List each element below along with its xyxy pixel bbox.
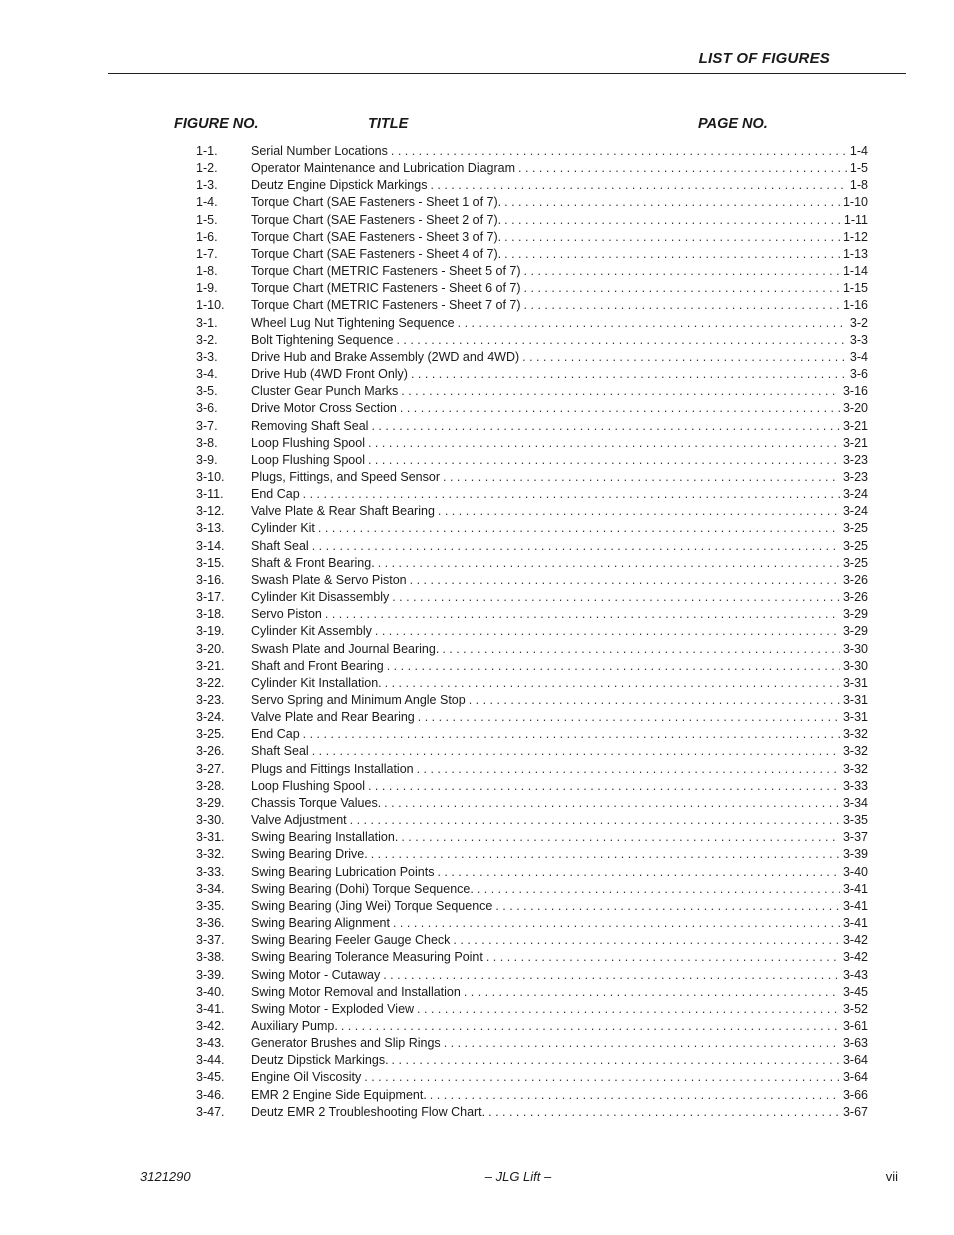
figure-page-number[interactable]: 3-41 — [842, 916, 868, 931]
dot-leader — [401, 829, 840, 846]
dot-leader — [418, 709, 840, 726]
figure-page-number[interactable]: 3-31 — [842, 693, 868, 707]
figure-number: 3-24. — [196, 710, 225, 725]
figure-entry[interactable] — [196, 1104, 868, 1121]
figure-list — [196, 143, 868, 1121]
figure-title[interactable]: Cylinder Kit Installation. — [251, 675, 382, 690]
figure-entry[interactable] — [196, 246, 868, 263]
figure-title[interactable]: Torque Chart (SAE Fasteners - Sheet 2 of 7). — [251, 212, 502, 227]
figure-number: 3-32. — [196, 847, 225, 862]
figure-number: 3-15. — [196, 555, 225, 570]
dot-leader — [378, 555, 840, 572]
section-title: LIST OF FIGURES — [698, 50, 830, 67]
figure-page-number[interactable]: 3-23 — [842, 452, 868, 467]
dot-leader — [368, 435, 840, 452]
figure-number: 1-10. — [196, 298, 225, 313]
figure-page-number[interactable]: 3-40 — [842, 864, 868, 879]
figure-page-number[interactable]: 3-21 — [842, 418, 868, 433]
figure-number: 3-25. — [196, 727, 225, 742]
figure-entry[interactable] — [196, 864, 868, 881]
figure-title[interactable]: Engine Oil Viscosity — [251, 1070, 362, 1085]
figure-entry[interactable] — [196, 418, 868, 435]
figure-entry[interactable] — [196, 1018, 868, 1035]
figure-page-number[interactable]: 3-31 — [842, 675, 868, 690]
figure-number: 3-3. — [196, 349, 218, 364]
figure-number: 3-33. — [196, 864, 225, 879]
figure-entry[interactable] — [196, 778, 868, 795]
figure-entry[interactable] — [196, 212, 868, 229]
figure-entry[interactable] — [196, 400, 868, 417]
dot-leader — [417, 761, 840, 778]
dot-leader — [385, 675, 840, 692]
figure-entry[interactable] — [196, 967, 868, 984]
figure-page-number[interactable]: 3-23 — [842, 469, 868, 484]
figure-number: 3-6. — [196, 401, 218, 416]
figure-entry[interactable] — [196, 555, 868, 572]
figure-title[interactable]: Auxiliary Pump. — [251, 1018, 338, 1033]
dot-leader — [522, 349, 847, 366]
figure-entry[interactable] — [196, 177, 868, 194]
dot-leader — [504, 194, 840, 211]
figure-number: 1-3. — [196, 178, 218, 193]
dot-leader — [391, 143, 847, 160]
footer-doc-number: 3121290 — [140, 1169, 191, 1184]
figure-page-number[interactable]: 3-32 — [842, 761, 868, 776]
dot-leader — [368, 778, 840, 795]
figure-page-number[interactable]: 1-4 — [849, 144, 868, 158]
dot-leader — [325, 606, 840, 623]
figure-entry[interactable] — [196, 1035, 868, 1052]
figure-title[interactable]: Swing Motor - Cutaway — [251, 967, 381, 982]
footer-publisher: – JLG Lift – — [484, 1169, 552, 1184]
dot-leader — [383, 967, 840, 984]
figure-page-number[interactable]: 3-3 — [849, 332, 868, 347]
figure-page-number[interactable]: 3-20 — [842, 401, 868, 416]
figure-title[interactable]: Deutz Dipstick Markings. — [251, 1053, 389, 1068]
figure-title[interactable]: Loop Flushing Spool — [251, 778, 365, 793]
dot-leader — [384, 795, 840, 812]
figure-title[interactable]: Shaft & Front Bearing. — [251, 555, 375, 570]
column-header-title: TITLE — [368, 116, 409, 132]
figure-entry[interactable] — [196, 761, 868, 778]
figure-entry[interactable] — [196, 658, 868, 675]
figure-page-number[interactable]: 3-26 — [842, 572, 868, 587]
figure-entry[interactable] — [196, 1087, 868, 1104]
figure-number: 3-38. — [196, 950, 225, 965]
figure-title[interactable]: Shaft and Front Bearing — [251, 658, 384, 673]
column-header-page-no: PAGE NO. — [698, 116, 768, 132]
figure-title[interactable]: Torque Chart (METRIC Fasteners - Sheet 5 of 7) — [251, 264, 521, 279]
figure-entry[interactable] — [196, 143, 868, 160]
figure-title[interactable]: Swing Bearing Drive. — [251, 847, 368, 862]
dot-leader — [504, 246, 840, 263]
dot-leader — [430, 177, 846, 194]
figure-page-number[interactable]: 1-16 — [842, 298, 868, 313]
figure-number: 3-21. — [196, 658, 225, 673]
figure-number: 3-11. — [196, 487, 224, 502]
figure-entry[interactable] — [196, 194, 868, 211]
figure-number: 3-18. — [196, 607, 225, 622]
figure-page-number[interactable]: 3-6 — [849, 367, 868, 382]
figure-entry[interactable] — [196, 675, 868, 692]
dot-leader — [364, 1069, 840, 1086]
dot-leader — [524, 297, 840, 314]
dot-leader — [411, 366, 847, 383]
figure-number: 3-45. — [196, 1070, 225, 1085]
figure-page-number[interactable]: 3-21 — [842, 435, 868, 450]
figure-page-number[interactable]: 3-29 — [842, 624, 868, 639]
dot-leader — [444, 1035, 840, 1052]
figure-title[interactable]: Swing Bearing Alignment — [251, 916, 390, 931]
figure-entry[interactable] — [196, 572, 868, 589]
figure-page-number[interactable]: 3-25 — [842, 538, 868, 553]
figure-number: 3-35. — [196, 898, 225, 913]
dot-leader — [375, 623, 840, 640]
figure-title[interactable]: Serial Number Locations — [251, 144, 388, 158]
figure-number: 3-31. — [196, 830, 225, 845]
figure-number: 3-26. — [196, 744, 225, 759]
figure-title[interactable]: Plugs and Fittings Installation — [251, 761, 414, 776]
figure-page-number[interactable]: 3-41 — [842, 881, 868, 896]
figure-title[interactable]: Loop Flushing Spool — [251, 435, 365, 450]
figure-page-number[interactable]: 3-24 — [842, 504, 868, 519]
figure-title[interactable]: Swing Bearing Tolerance Measuring Point — [251, 950, 483, 965]
figure-title[interactable]: Swash Plate and Journal Bearing. — [251, 641, 440, 656]
figure-page-number[interactable]: 3-25 — [842, 555, 868, 570]
figure-entry[interactable] — [196, 1069, 868, 1086]
figure-page-number[interactable]: 3-30 — [842, 658, 868, 673]
figure-entry[interactable] — [196, 315, 868, 332]
figure-number: 3-27. — [196, 761, 225, 776]
figure-entry[interactable] — [196, 503, 868, 520]
figure-page-number[interactable]: 1-13 — [842, 246, 868, 261]
figure-entry[interactable] — [196, 692, 868, 709]
figure-title[interactable]: Deutz EMR 2 Troubleshooting Flow Chart. — [251, 1104, 486, 1119]
figure-page-number[interactable]: 3-66 — [842, 1087, 868, 1102]
figure-page-number[interactable]: 3-45 — [842, 984, 868, 999]
figure-entry[interactable] — [196, 984, 868, 1001]
figure-title[interactable]: Valve Adjustment — [251, 813, 347, 828]
figure-number: 3-28. — [196, 778, 225, 793]
figure-number: 3-10. — [196, 469, 225, 484]
figure-entry[interactable] — [196, 623, 868, 640]
figure-title[interactable]: End Cap — [251, 727, 300, 742]
figure-page-number[interactable]: 3-41 — [842, 898, 868, 913]
figure-number: 1-8. — [196, 264, 218, 279]
figure-number: 3-34. — [196, 881, 225, 896]
figure-page-number[interactable]: 1-11 — [843, 212, 868, 227]
figure-title[interactable]: Servo Spring and Minimum Angle Stop — [251, 693, 466, 707]
column-header-figure-no: FIGURE NO. — [174, 116, 259, 132]
figure-page-number[interactable]: 1-12 — [842, 229, 868, 244]
figure-entry[interactable] — [196, 846, 868, 863]
figure-number: 3-20. — [196, 641, 225, 656]
figure-page-number[interactable]: 3-61 — [842, 1018, 868, 1033]
dot-leader — [350, 812, 840, 829]
figure-title[interactable]: Deutz Engine Dipstick Markings — [251, 178, 428, 193]
figure-title[interactable]: Cylinder Kit — [251, 521, 315, 536]
figure-title[interactable]: Valve Plate & Rear Shaft Bearing — [251, 504, 435, 519]
figure-page-number[interactable]: 1-15 — [842, 281, 868, 296]
figure-title[interactable]: Torque Chart (SAE Fasteners - Sheet 1 of 7). — [251, 195, 502, 210]
figure-entry[interactable] — [196, 898, 868, 915]
figure-page-number[interactable]: 3-39 — [842, 847, 868, 862]
figure-page-number[interactable]: 1-5 — [849, 161, 868, 176]
dot-leader — [341, 1018, 840, 1035]
figure-title[interactable]: Cylinder Kit Disassembly — [251, 590, 390, 605]
figure-number: 3-44. — [196, 1053, 225, 1068]
figure-entry[interactable] — [196, 881, 868, 898]
dot-leader — [524, 263, 840, 280]
figure-number: 3-30. — [196, 813, 225, 828]
figure-title[interactable]: Shaft Seal — [251, 538, 309, 553]
footer-page-number: vii — [885, 1169, 898, 1184]
dot-leader — [393, 915, 840, 932]
figure-entry[interactable] — [196, 383, 868, 400]
figure-title[interactable]: Removing Shaft Seal — [251, 418, 369, 433]
figure-title[interactable]: Servo Piston — [251, 607, 322, 622]
figure-entry[interactable] — [196, 709, 868, 726]
figure-number: 3-29. — [196, 795, 225, 810]
figure-entry[interactable] — [196, 589, 868, 606]
dot-leader — [312, 538, 840, 555]
figure-number: 1-7. — [196, 246, 218, 261]
dot-leader — [396, 332, 846, 349]
figure-entry[interactable] — [196, 486, 868, 503]
dot-leader — [477, 881, 840, 898]
figure-number: 1-4. — [196, 195, 218, 210]
dot-leader — [438, 503, 840, 520]
figure-entry[interactable] — [196, 469, 868, 486]
figure-entry[interactable] — [196, 726, 868, 743]
figure-number: 3-40. — [196, 984, 225, 999]
dot-leader — [469, 692, 840, 709]
figure-number: 3-37. — [196, 933, 225, 948]
figure-title[interactable]: Plugs, Fittings, and Speed Sensor — [251, 469, 441, 484]
figure-page-number[interactable]: 3-31 — [842, 710, 868, 725]
figure-page-number[interactable]: 3-34 — [842, 795, 868, 810]
figure-number: 3-2. — [196, 332, 218, 347]
dot-leader — [401, 383, 840, 400]
figure-entry[interactable] — [196, 435, 868, 452]
figure-title[interactable]: Bolt Tightening Sequence — [251, 332, 394, 347]
figure-page-number[interactable]: 3-63 — [842, 1036, 868, 1051]
figure-entry[interactable] — [196, 829, 868, 846]
figure-number: 3-1. — [196, 315, 218, 330]
dot-leader — [371, 418, 840, 435]
figure-number: 3-23. — [196, 693, 225, 707]
figure-number: 3-41. — [196, 1001, 225, 1016]
dot-leader — [458, 315, 847, 332]
figure-page-number[interactable]: 3-67 — [842, 1104, 868, 1119]
dot-leader — [453, 932, 840, 949]
figure-title[interactable]: Loop Flushing Spool — [251, 452, 365, 467]
figure-number: 3-5. — [196, 384, 218, 399]
dot-leader — [417, 1001, 840, 1018]
figure-page-number[interactable]: 3-32 — [842, 727, 868, 742]
figure-number: 3-12. — [196, 504, 225, 519]
dot-leader — [392, 1052, 840, 1069]
figure-page-number[interactable]: 3-35 — [842, 813, 868, 828]
dot-leader — [504, 212, 841, 229]
figure-entry[interactable] — [196, 229, 868, 246]
dot-leader — [486, 949, 840, 966]
figure-entry[interactable] — [196, 452, 868, 469]
figure-title[interactable]: Torque Chart (METRIC Fasteners - Sheet 7 of 7) — [251, 298, 521, 313]
figure-title[interactable]: Shaft Seal — [251, 744, 309, 759]
figure-number: 3-19. — [196, 624, 225, 639]
figure-number: 3-43. — [196, 1036, 225, 1051]
figure-entry[interactable] — [196, 349, 868, 366]
figure-number: 3-7. — [196, 418, 218, 433]
figure-title[interactable]: Swing Bearing Feeler Gauge Check — [251, 933, 451, 948]
figure-number: 1-5. — [196, 212, 218, 227]
figure-title[interactable]: Cylinder Kit Assembly — [251, 624, 372, 639]
figure-page-number[interactable]: 1-14 — [842, 264, 868, 279]
dot-leader — [410, 572, 840, 589]
figure-number: 3-16. — [196, 572, 225, 587]
figure-title[interactable]: Torque Chart (SAE Fasteners - Sheet 4 of 7). — [251, 246, 502, 261]
figure-title[interactable]: Swing Bearing Installation. — [251, 830, 399, 845]
figure-number: 3-9. — [196, 452, 218, 467]
figure-page-number[interactable]: 3-16 — [842, 384, 868, 399]
figure-page-number[interactable]: 1-8 — [849, 178, 868, 193]
figure-entry[interactable] — [196, 812, 868, 829]
figure-page-number[interactable]: 3-43 — [842, 967, 868, 982]
figure-entry[interactable] — [196, 538, 868, 555]
figure-entry[interactable] — [196, 263, 868, 280]
figure-entry[interactable] — [196, 1001, 868, 1018]
dot-leader — [400, 400, 840, 417]
figure-number: 3-14. — [196, 538, 225, 553]
dot-leader — [464, 984, 840, 1001]
figure-entry[interactable] — [196, 795, 868, 812]
figure-title[interactable]: EMR 2 Engine Side Equipment. — [251, 1087, 427, 1102]
figure-title[interactable]: Cluster Gear Punch Marks — [251, 384, 399, 399]
dot-leader — [437, 864, 840, 881]
dot-leader — [443, 469, 840, 486]
dot-leader — [488, 1104, 840, 1121]
figure-page-number[interactable]: 3-64 — [842, 1070, 868, 1085]
figure-title[interactable]: Torque Chart (SAE Fasteners - Sheet 3 of 7). — [251, 229, 502, 244]
figure-number: 3-8. — [196, 435, 218, 450]
figure-page-number[interactable]: 3-64 — [842, 1053, 868, 1068]
figure-title[interactable]: Swash Plate & Servo Piston — [251, 572, 407, 587]
figure-page-number[interactable]: 3-33 — [842, 778, 868, 793]
figure-entry[interactable] — [196, 520, 868, 537]
figure-page-number[interactable]: 3-25 — [842, 521, 868, 536]
figure-title[interactable]: End Cap — [251, 487, 300, 502]
figure-title[interactable]: Generator Brushes and Slip Rings — [251, 1036, 441, 1051]
figure-entry[interactable] — [196, 949, 868, 966]
figure-number: 1-9. — [196, 281, 218, 296]
figure-title[interactable]: Wheel Lug Nut Tightening Sequence — [251, 315, 455, 330]
figure-number: 1-1. — [196, 144, 218, 158]
figure-number: 3-47. — [196, 1104, 225, 1119]
dot-leader — [504, 229, 840, 246]
figure-title[interactable]: Drive Motor Cross Section — [251, 401, 397, 416]
figure-number: 3-17. — [196, 590, 225, 605]
figure-number: 3-39. — [196, 967, 225, 982]
figure-page-number[interactable]: 3-30 — [842, 641, 868, 656]
figure-title[interactable]: Swing Bearing Lubrication Points — [251, 864, 435, 879]
dot-leader — [524, 280, 840, 297]
figure-page-number[interactable]: 3-29 — [842, 607, 868, 622]
figure-entry[interactable] — [196, 743, 868, 760]
figure-page-number[interactable]: 1-10 — [842, 195, 868, 210]
dot-leader — [442, 641, 840, 658]
figure-entry[interactable] — [196, 280, 868, 297]
figure-title[interactable]: Swing Bearing (Dohi) Torque Sequence. — [251, 881, 474, 896]
figure-page-number[interactable]: 3-26 — [842, 590, 868, 605]
figure-entry[interactable] — [196, 160, 868, 177]
figure-page-number[interactable]: 3-37 — [842, 830, 868, 845]
header-divider — [108, 73, 906, 74]
figure-number: 3-4. — [196, 367, 218, 382]
figure-title[interactable]: Swing Motor Removal and Installation — [251, 984, 461, 999]
figure-number: 3-36. — [196, 916, 225, 931]
figure-number: 3-42. — [196, 1018, 225, 1033]
figure-page-number[interactable]: 3-52 — [842, 1001, 868, 1016]
figure-entry[interactable] — [196, 915, 868, 932]
figure-entry[interactable] — [196, 932, 868, 949]
figure-entry[interactable] — [196, 641, 868, 658]
figure-entry[interactable] — [196, 366, 868, 383]
dot-leader — [430, 1087, 840, 1104]
figure-title[interactable]: Swing Motor - Exploded View — [251, 1001, 415, 1016]
figure-page-number[interactable]: 3-42 — [842, 933, 868, 948]
figure-entry[interactable] — [196, 332, 868, 349]
dot-leader — [518, 160, 847, 177]
figure-page-number[interactable]: 3-2 — [849, 315, 868, 330]
dot-leader — [371, 846, 840, 863]
figure-title[interactable]: Drive Hub and Brake Assembly (2WD and 4WD) — [251, 349, 520, 364]
dot-leader — [312, 743, 840, 760]
figure-title[interactable]: Operator Maintenance and Lubrication Diagram — [251, 161, 516, 176]
figure-page-number[interactable]: 3-32 — [842, 744, 868, 759]
dot-leader — [368, 452, 840, 469]
figure-number: 1-2. — [196, 161, 218, 176]
figure-title[interactable]: Swing Bearing (Jing Wei) Torque Sequence — [251, 898, 493, 913]
figure-page-number[interactable]: 3-24 — [842, 487, 868, 502]
figure-number: 3-22. — [196, 675, 225, 690]
figure-page-number[interactable]: 3-4 — [849, 349, 868, 364]
figure-page-number[interactable]: 3-42 — [842, 950, 868, 965]
dot-leader — [387, 658, 840, 675]
dot-leader — [303, 486, 840, 503]
figure-number: 3-13. — [196, 521, 225, 536]
dot-leader — [495, 898, 840, 915]
dot-leader — [318, 520, 840, 537]
figure-number: 3-46. — [196, 1087, 225, 1102]
figure-title[interactable]: Chassis Torque Values. — [251, 795, 382, 810]
figure-title[interactable]: Valve Plate and Rear Bearing — [251, 710, 415, 725]
figure-entry[interactable] — [196, 606, 868, 623]
figure-entry[interactable] — [196, 297, 868, 314]
dot-leader — [303, 726, 840, 743]
figure-number: 1-6. — [196, 229, 218, 244]
dot-leader — [392, 589, 840, 606]
figure-title[interactable]: Torque Chart (METRIC Fasteners - Sheet 6 of 7) — [251, 281, 521, 296]
figure-title[interactable]: Drive Hub (4WD Front Only) — [251, 367, 408, 382]
figure-entry[interactable] — [196, 1052, 868, 1069]
